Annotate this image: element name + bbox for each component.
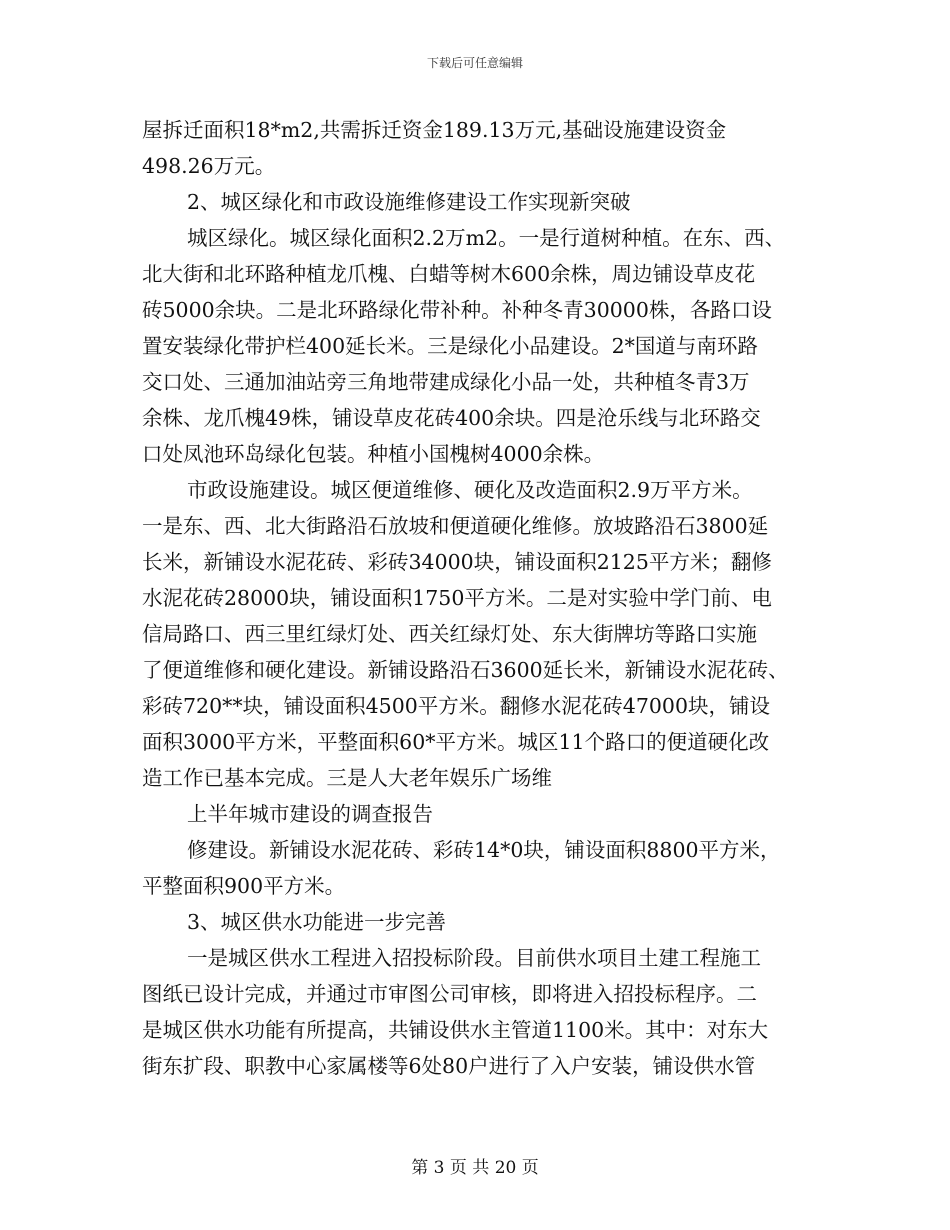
text-line: 水泥花砖28000块，铺设面积1750平方米。二是对实验中学门前、电 — [142, 586, 772, 610]
text-line: 信局路口、西三里红绿灯处、西关红绿灯处、东大街牌坊等路口实施 — [142, 622, 757, 646]
text-line: 交口处、三通加油站旁三角地带建成绿化小品一处，共种植冬青3万 — [142, 370, 750, 394]
text-line: 市政设施建设。城区便道维修、硬化及改造面积2.9万平方米。 — [187, 478, 753, 502]
page-header: 下载后可任意编辑 — [426, 56, 523, 70]
text-line: 屋拆迁面积18*m2,共需拆迁资金189.13万元,基础设施建设资金 — [142, 118, 727, 142]
text-line: 造工作已基本完成。三是人大老年娱乐广场维 — [142, 766, 552, 790]
text-line: 2、城区绿化和市政设施维修建设工作实现新突破 — [187, 190, 631, 214]
document-body — [142, 112, 822, 1084]
text-line: 置安装绿化带护栏400延长米。三是绿化小品建设。2*国道与南环路 — [142, 334, 758, 358]
text-line: 北大街和北环路种植龙爪槐、白蜡等树木600余株，周边铺设草皮花 — [142, 262, 756, 286]
text-line: 3、城区供水功能进一步完善 — [187, 910, 447, 934]
text-line: 平整面积900平方米。 — [142, 874, 346, 898]
text-line: 修建设。新铺设水泥花砖、彩砖14*0块，铺设面积8800平方米， — [187, 838, 781, 862]
text-line: 图纸已设计完成，并通过市审图公司审核，即将进入招投标程序。二 — [142, 982, 757, 1006]
text-line: 街东扩段、职教中心家属楼等6处80户进行了入户安装，铺设供水管 — [142, 1054, 756, 1078]
text-line: 上半年城市建设的调查报告 — [187, 802, 433, 826]
text-line: 一是城区供水工程进入招投标阶段。目前供水项目土建工程施工 — [187, 946, 761, 970]
text-line: 城区绿化。城区绿化面积2.2万m2。一是行道树种植。在东、西、 — [187, 226, 786, 250]
text-line: 面积3000平方米，平整面积60*平方米。城区11个路口的便道硬化改 — [142, 730, 770, 754]
text-line: 口处凤池环岛绿化包装。种植小国槐树4000余株。 — [142, 442, 605, 466]
text-line: 余株、龙爪槐49株，铺设草皮花砖400余块。四是沧乐线与北环路交 — [142, 406, 761, 430]
text-line: 砖5000余块。二是北环路绿化带补种。补种冬青30000株，各路口设 — [142, 298, 772, 322]
text-line: 是城区供水功能有所提高，共铺设供水主管道1100米。其中：对东大 — [142, 1018, 769, 1042]
text-line: 彩砖720**块，铺设面积4500平方米。翻修水泥花砖47000块，铺设 — [142, 694, 771, 718]
text-line: 长米，新铺设水泥花砖、彩砖34000块，铺设面积2125平方米；翻修 — [142, 550, 772, 574]
text-line: 一是东、西、北大街路沿石放坡和便道硬化维修。放坡路沿石3800延 — [142, 514, 769, 538]
page-number: 第 3 页 共 20 页 — [411, 1158, 539, 1178]
text-line: 498.26万元。 — [142, 154, 276, 178]
text-line: 了便道维修和硬化建设。新铺设路沿石3600延长米，新铺设水泥花砖、 — [142, 658, 789, 682]
